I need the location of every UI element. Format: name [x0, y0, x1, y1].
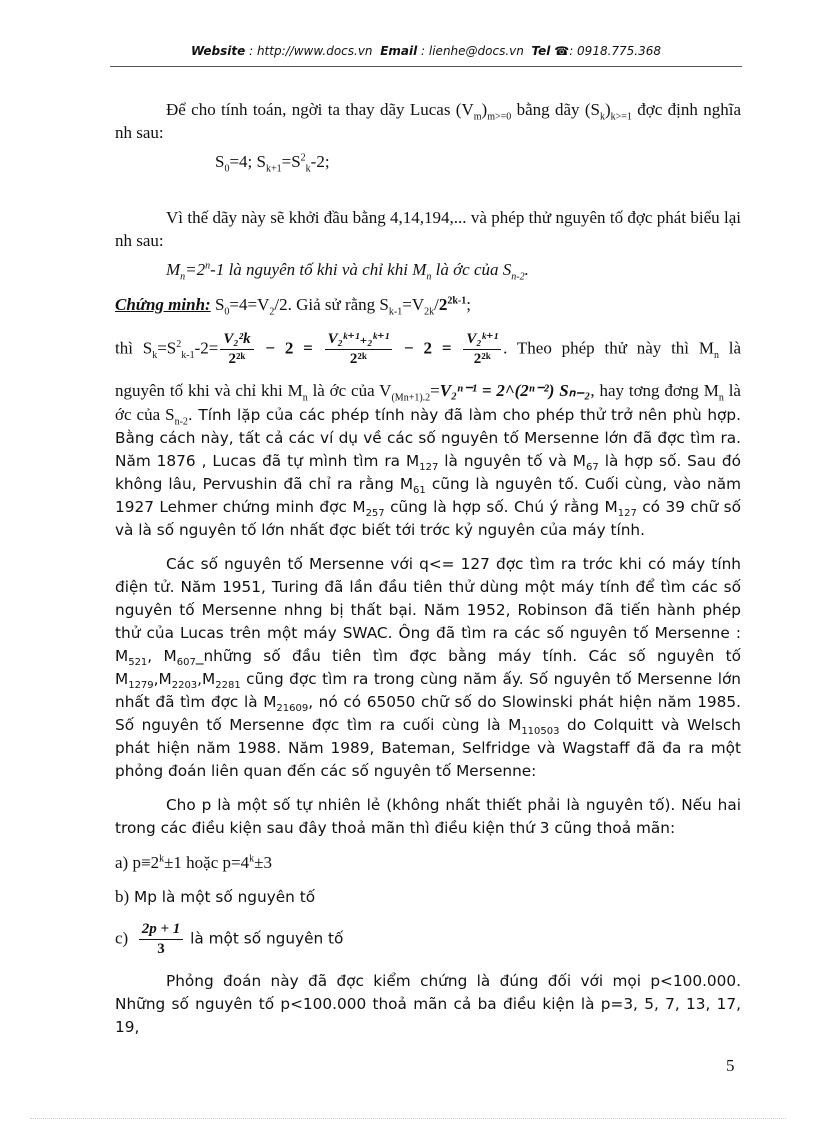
paragraph-1: Để cho tính toán, ngời ta thay dãy Lucas $(V_m)_{m>=0}$ bằng dãy $(S_k)_{k>=1}$ đợc định nghĩa nh sau: — [115, 100, 741, 142]
page-header: Website : http://www.docs.vn Email : lienhe@docs.vn Tel ☎: 0918.775.368 — [190, 44, 662, 58]
tel-value: : 0918.775.368 — [569, 44, 662, 58]
page-number: 5 — [726, 1056, 735, 1075]
page-bottom-border — [30, 1118, 786, 1119]
math-expression: V₂ⁿ⁻¹ = 2^(2ⁿ⁻²) Sₙ₋₂ — [439, 381, 591, 400]
paragraph-2: Vì thế dãy này sẽ khởi đầu bằng 4,14,194,... và phép thử nguyên tố đợc phát biểu lại nh sau: — [115, 208, 741, 250]
paragraph-5: Cho p là một số tự nhiên lẻ (không nhất thiết phải là nguyên tố). Nếu hai trong các điều kiện sau đây thoả mãn thì điều kiện thứ 3 cũng thoả mãn: — [115, 796, 741, 837]
condition-b: b) Mp là một số nguyên tố — [115, 887, 316, 906]
email-label: Email — [380, 44, 418, 58]
website-label: Website — [190, 44, 246, 58]
phone-icon: ☎ — [554, 44, 570, 58]
proof-derivation: thì $S_k=S^2_{k-1}-2=$ $\frac{\text{V₂²k}}{\text{2²ᵏ}}$ − 2 = $\frac{\text{V₂ᵏ⁺¹₊₂ᵏ⁺¹}}{\text{2²ᵏ}}$ − 2 = $\frac{\text{V₂ᵏ⁺¹}}{\text{2²ᵏ}}$ . Theo phép thử này thì $M_n$ là — [115, 331, 742, 367]
recurrence-formula: $S_0=4$; $S_{k+1}=S^2_k-2$; — [215, 152, 330, 175]
condition-a: a) $p\equiv 2^k\pm 1$ hoặc $p=4^k\pm 3$ — [115, 853, 272, 872]
paragraph-4: Các số nguyên tố Mersenne với q<= 127 đợc tìm ra trớc khi có máy tính điện tử. Năm 1951, Turing đã lần đầu tiên thử dùng một máy tính để tìm các số nguyên tố Mersenne nhng bị thất bại. Năm 1952, Robinson đã tiến hành phép thử của Lucas trên một máy SWAC. Ông đã tìm ra các số nguyên tố Mersenne : $M_{521}$, $M_{607}\_những$ số đầu tiên tìm đợc bằng máy tính. Các số nguyên tố $M_{1279},M_{2203},M_{2281}$ cũng đợc tìm ra trong cùng năm ấy. Số nguyên tố Mersenne lớn nhất đã tìm đợc là $M_{21609}$, nó có 65050 chữ số do Slowinski phát hiện năm 1985. Số nguyên tố Mersenne đợc tìm ra cuối cùng là $M_{110503}$ do Colquitt và Welsch phát hiện năm 1988. Năm 1989, Bateman, Selfridge và Wagstaff đã đa ra một phỏng đoán liên quan đến các số nguyên tố Mersenne: — [115, 555, 741, 780]
proof-label: Chứng minh: — [115, 295, 211, 314]
header-divider — [110, 66, 742, 67]
proof-line: Chứng minh: $S_0=4=V_2/2$. Giả sử rằng $S_{k-1}=V_{2k}/2^{2k-1}$; — [115, 295, 471, 318]
condition-c: c) $\frac{2p + 1}{3}$ là một số nguyên tố — [115, 921, 344, 957]
paragraph-3: nguyên tố khi và chỉ khi $M_n$ là ớc của $V_{(Mn+1).2}=V_2^{n-1}$ = 2^(2ⁿ⁻²) Sₙ₋₂, hay tơng đơng $M_n$ là ớc của $S_{n-2}$. Tính lặp của các phép tính này đã làm cho phép thử trở nên phù hợp. Bằng cách này, tất cả các ví dụ về các số nguyên tố Mersenne lớn đã đợc tìm ra. Năm 1876 , Lucas đã tự mình tìm ra $M_{127}$ là nguyên tố và $M_{67}$ là hợp số. Sau đó không lâu, Pervushin đã chỉ ra rằng $M_{61}$ cũng là nguyên tố. Cuối cùng, vào năm 1927 Lehmer chứng minh đợc $M_{257}$ cũng là hợp số. Chú ý rằng $M_{127}$ có 39 chữ số và là số nguyên tố lớn nhất đợc biết tới trớc kỷ nguyên của máy tính. — [115, 381, 742, 539]
theorem-statement: $M_n=2^n-1$ là nguyên tố khi và chỉ khi $M_n$ là ớc của $S_{n-2}$. — [166, 260, 529, 283]
fraction-3: $\frac{\text{V₂ᵏ⁺¹}}{\text{2²ᵏ}}$ — [463, 330, 501, 369]
fraction-2: $\frac{\text{V₂ᵏ⁺¹₊₂ᵏ⁺¹}}{\text{2²ᵏ}}$ — [325, 330, 393, 369]
website-link[interactable]: http://www.docs.vn — [256, 44, 373, 58]
tel-label: Tel — [531, 44, 551, 58]
paragraph-6: Phỏng đoán này đã đợc kiểm chứng là đúng đối với mọi p<100.000. Những số nguyên tố p<100.000 thoả mãn cả ba điều kiện là p=3, 5, 7, 13, 17, 19, — [115, 972, 741, 1036]
email-link[interactable]: lienhe@docs.vn — [428, 44, 524, 58]
fraction-1: $\frac{\text{V₂²k}}{\text{2²ᵏ}}$ — [220, 330, 253, 369]
fraction-c: $\frac{2p + 1}{3}$ — [139, 920, 184, 959]
document-body — [115, 98, 741, 1039]
